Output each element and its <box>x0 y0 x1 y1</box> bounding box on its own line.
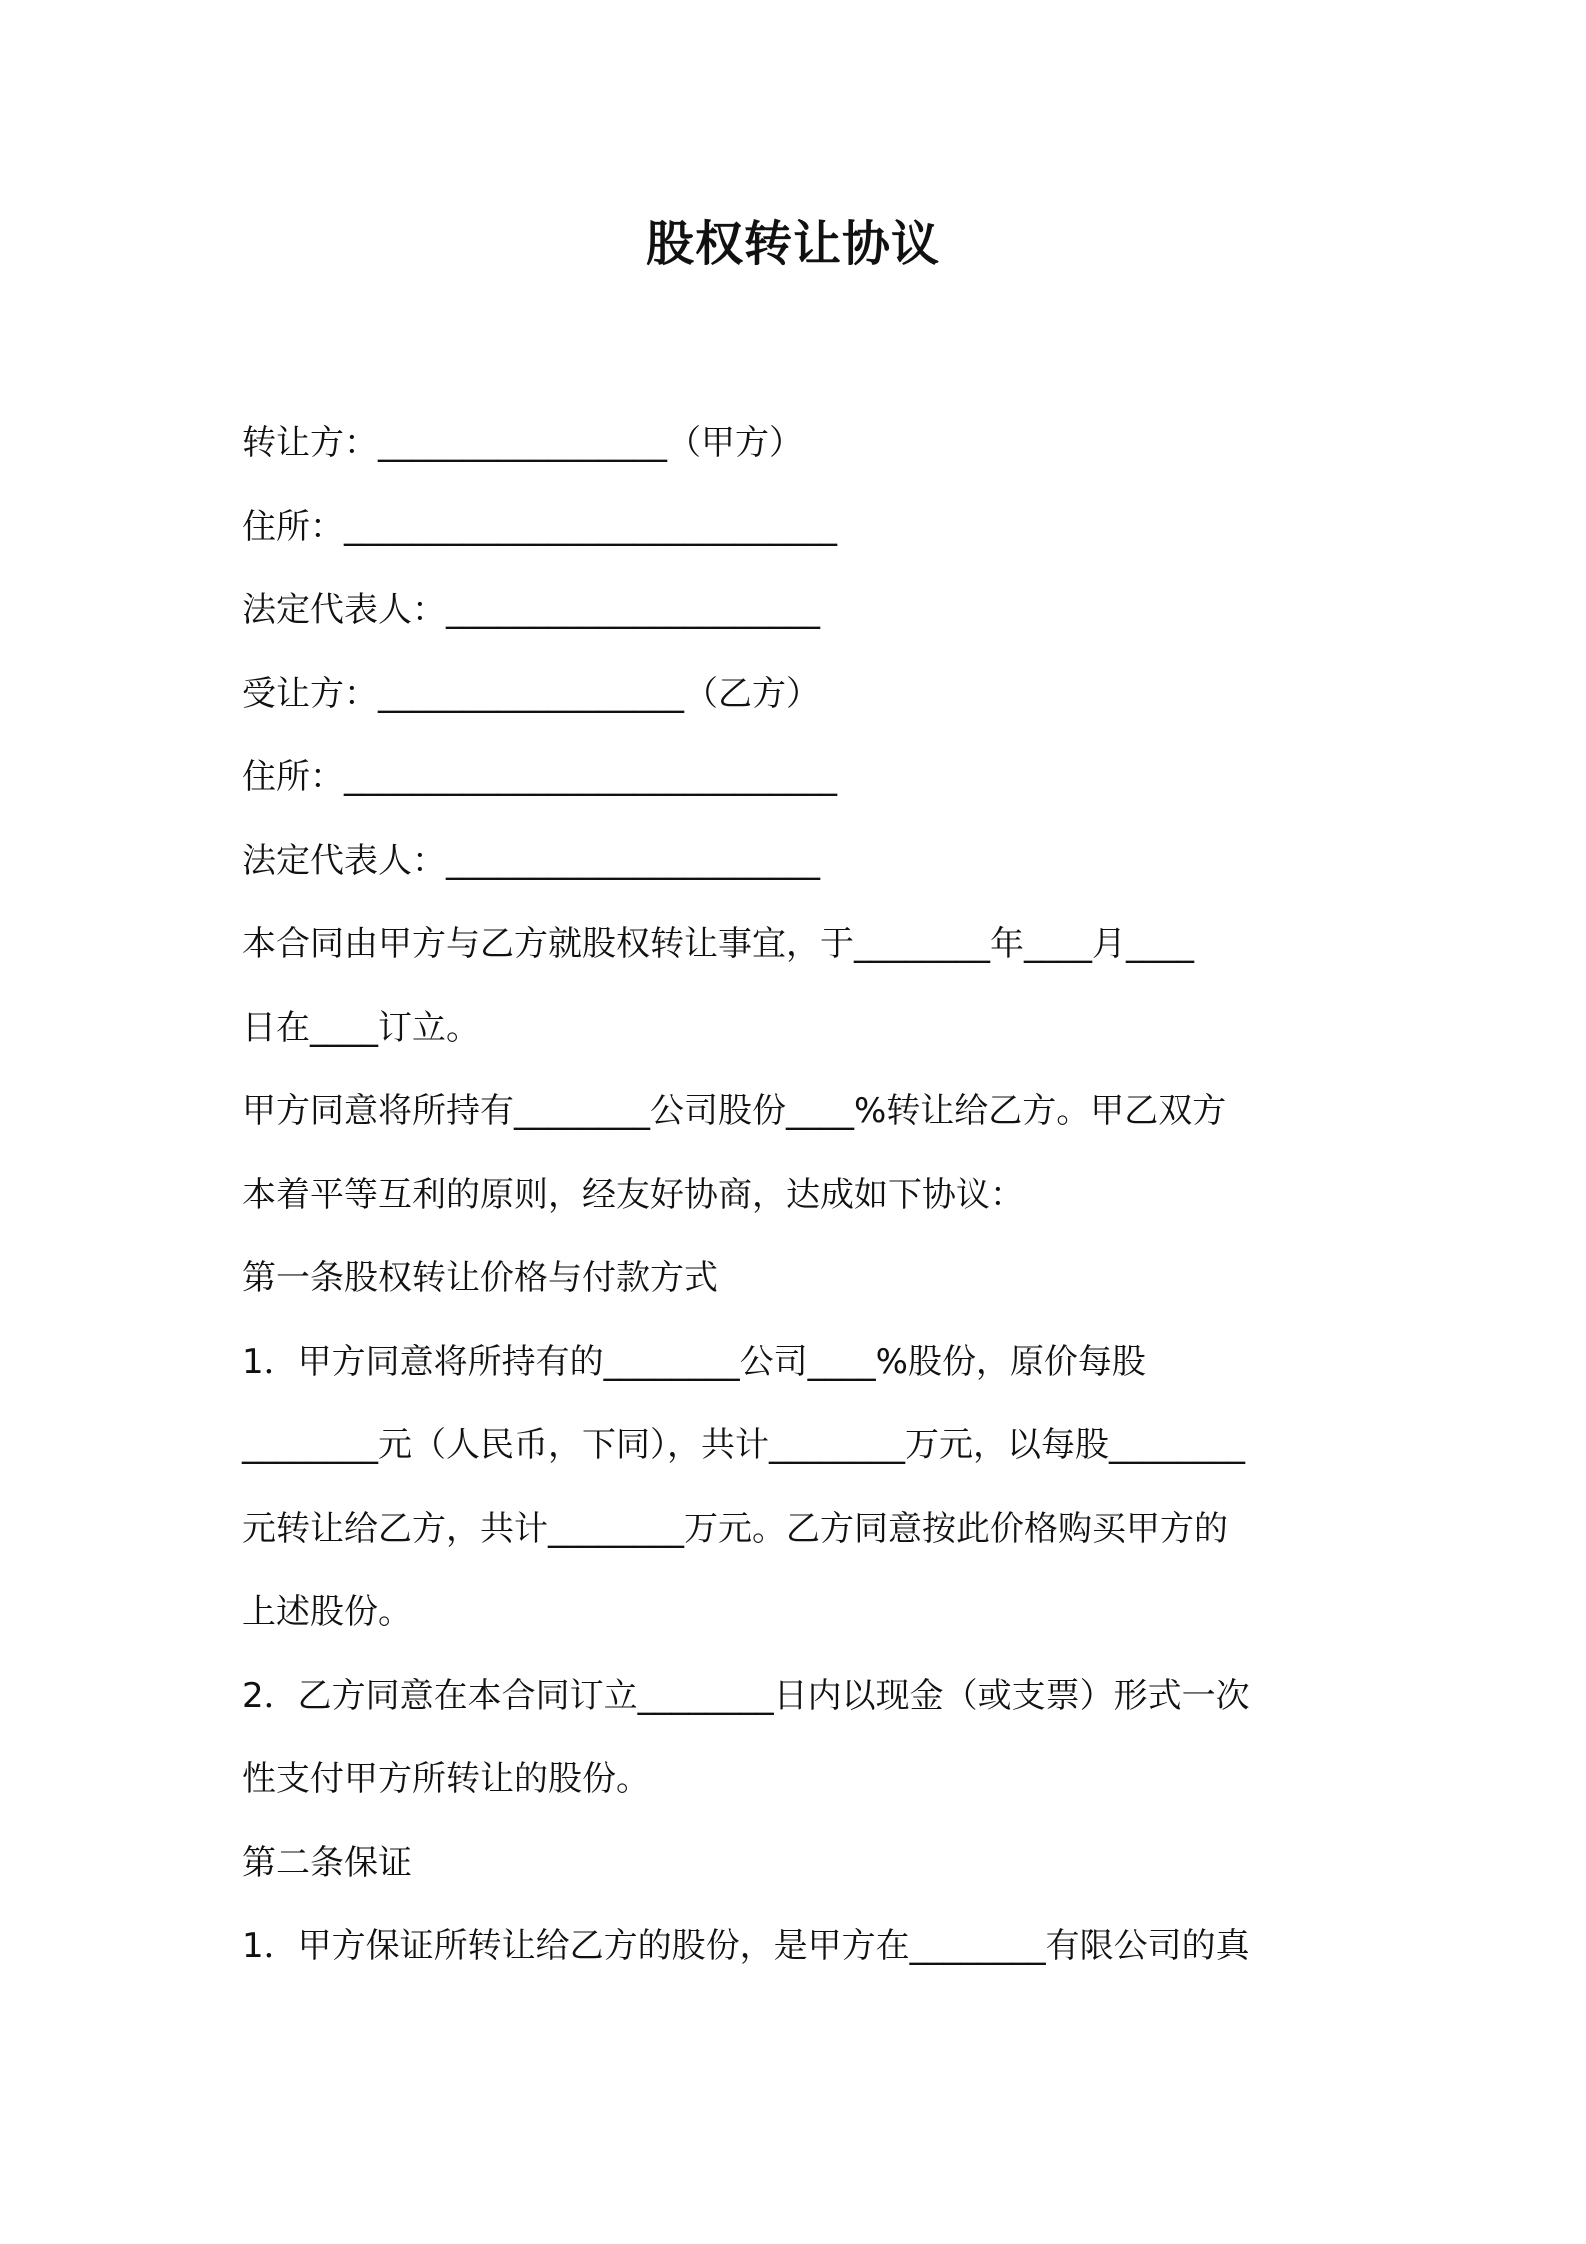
transferee-legal-rep-line: 法定代表人：______________________ <box>242 840 820 881</box>
transferee-line: 受让方：__________________（乙方） <box>242 673 820 714</box>
transferor-address-line: 住所：_____________________________ <box>242 506 837 547</box>
document-title: 股权转让协议 <box>645 216 940 272</box>
contract-place-line: 日在____订立。 <box>242 1007 480 1048</box>
transferee-address-line: 住所：_____________________________ <box>242 757 837 797</box>
article-two-heading: 第二条保证 <box>242 1842 412 1883</box>
transferor-line: 转让方：_________________（甲方） <box>242 423 803 463</box>
article-one-clause-2-line-2: 性支付甲方所转让的股份。 <box>242 1759 650 1799</box>
article-one-clause-1-line-4: 上述股份。 <box>242 1592 412 1632</box>
article-one-clause-2-line-1: 2．乙方同意在本合同订立________日内以现金（或支票）形式一次 <box>242 1675 1250 1716</box>
article-one-clause-1-line-1: 1．甲方同意将所持有的________公司____%股份，原价每股 <box>242 1341 1146 1382</box>
agreement-intro-line: 本着平等互利的原则，经友好协商，达成如下协议： <box>242 1174 1024 1215</box>
transfer-statement-line: 甲方同意将所持有________公司股份____%转让给乙方。甲乙双方 <box>242 1091 1227 1131</box>
article-two-clause-1-line-1: 1．甲方保证所转让给乙方的股份，是甲方在________有限公司的真 <box>242 1926 1250 1966</box>
document-body <box>242 402 1362 1989</box>
contract-date-line: 本合同由甲方与乙方就股权转让事宜，于________年____月____ <box>242 924 1194 964</box>
transferor-legal-rep-line: 法定代表人：______________________ <box>242 590 820 630</box>
article-one-clause-1-line-3: 元转让给乙方，共计________万元。乙方同意按此价格购买甲方的 <box>242 1508 1228 1549</box>
article-one-clause-1-line-2: ________元（人民币，下同），共计________万元，以每股________ <box>242 1425 1245 1465</box>
article-one-heading: 第一条股权转让价格与付款方式 <box>242 1258 718 1298</box>
